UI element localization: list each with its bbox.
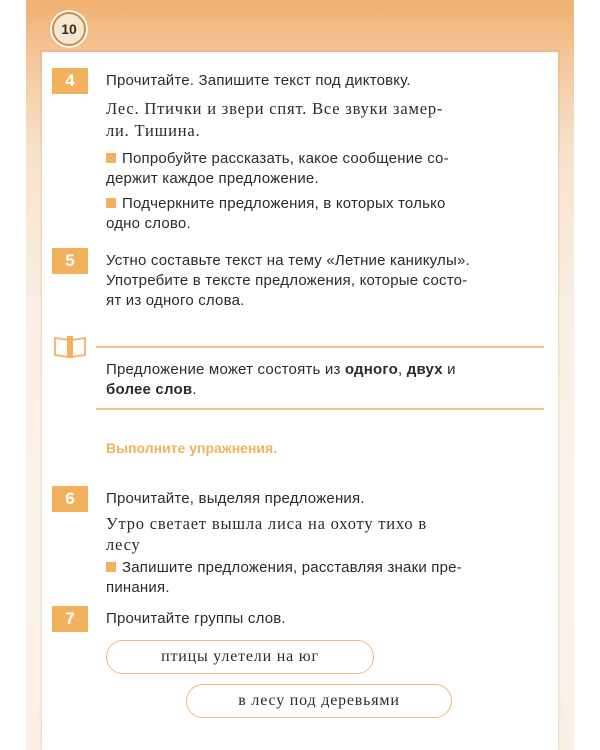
book-icon [52, 334, 88, 360]
exercise-6-instruction: Прочитайте, выделяя предложения. [106, 490, 365, 507]
rule-text-pre: Предложение может состоять из [106, 361, 345, 378]
exercise-7-instruction: Прочитайте группы слов. [106, 610, 286, 627]
exercise-6-task [106, 557, 462, 579]
exercise-7-number: 7 [52, 606, 88, 632]
rule-top-line [96, 346, 544, 348]
exercise-4-text-line2: ли. Тишина. [106, 121, 201, 140]
bullet-square-icon [106, 153, 116, 163]
exercise-4-number: 4 [52, 68, 88, 94]
exercise-6-task-line2: пинания. [106, 579, 170, 596]
rule-bold-one: одного [344, 361, 399, 378]
bullet-square-icon [106, 562, 116, 572]
rule-text-line2 [106, 379, 197, 401]
exercise-4-task2-line2: одно слово. [106, 215, 191, 232]
rule-bold-two: двух [406, 361, 443, 378]
exercise-5-number: 5 [52, 248, 88, 274]
rule-bottom-line [96, 408, 544, 410]
section-heading: Выполните упражнения. [106, 440, 278, 456]
exercise-4-task1-line1: Попробуйте рассказать, какое сообщение со- [122, 150, 449, 167]
exercise-5-line1: Устно составьте текст на тему «Летние каникулы». [106, 252, 470, 269]
rule-text-line1 [106, 359, 456, 381]
rule-end: . [192, 381, 197, 398]
exercise-6-text-line1: Утро светает вышла лиса на охоту тихо в [106, 514, 427, 533]
exercise-6-text-line2: лесу [106, 535, 141, 554]
exercise-4-task1-line2: держит каждое предложение. [106, 170, 319, 187]
exercise-4-task2-line1: Подчеркните предложения, в которых только [122, 195, 446, 212]
page-number: 10 [52, 12, 86, 46]
phrase-pill-1: птицы улетели на юг [106, 640, 374, 674]
exercise-4-task2 [106, 193, 446, 215]
rule-bold-more: более слов [106, 381, 193, 398]
rule-sep: , [398, 361, 407, 378]
exercise-6-task-line1: Запишите предложения, расставляя знаки пре- [122, 559, 462, 576]
exercise-5-line3: ят из одного слова. [106, 292, 245, 309]
exercise-4-instruction: Прочитайте. Запишите текст под диктовку. [106, 72, 411, 89]
exercise-5-line2: Употребите в тексте предложения, которые состо- [106, 272, 468, 289]
exercise-4-text-line1: Лес. Птички и звери спят. Все звуки замер- [106, 99, 444, 118]
bullet-square-icon [106, 198, 116, 208]
rule-mid: и [442, 361, 456, 378]
exercise-6-number: 6 [52, 486, 88, 512]
phrase-pill-2: в лесу под деревьями [186, 684, 452, 718]
exercise-4-task1 [106, 148, 449, 170]
